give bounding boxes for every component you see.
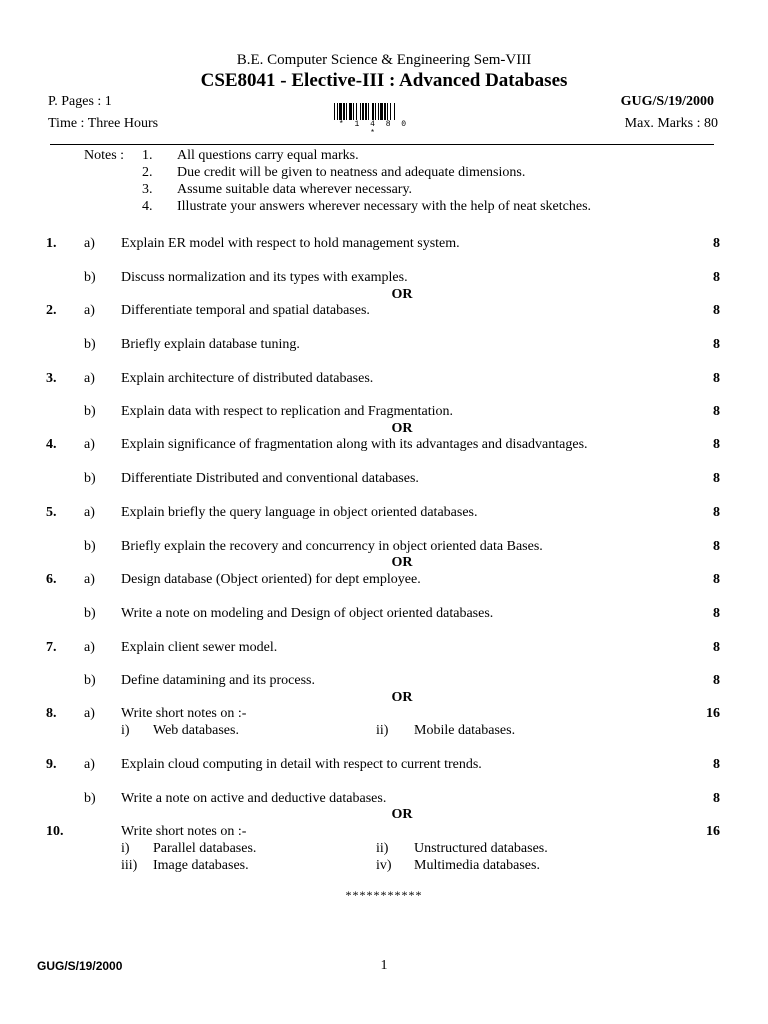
question-number: 10. (46, 824, 64, 839)
or-separator: OR (391, 690, 413, 705)
question-number: 2. (46, 303, 57, 318)
question-text: Explain data with respect to replication and Fragmentation. (121, 404, 454, 419)
sub-item-number: i) (121, 841, 130, 856)
question-marks: 8 (713, 471, 720, 486)
question-part: a) (84, 757, 95, 772)
barcode-bar (334, 103, 335, 120)
question-part: a) (84, 437, 95, 452)
question-marks: 8 (713, 437, 720, 452)
barcode-bar (353, 103, 354, 120)
max-marks: Max. Marks : 80 (624, 116, 718, 131)
question-text: Differentiate Distributed and conventional databases. (121, 471, 419, 486)
barcode-bar (390, 103, 391, 120)
sub-item-text: Multimedia databases. (414, 858, 540, 873)
question-marks: 8 (713, 236, 720, 251)
question-row (0, 437, 768, 455)
barcode-bar (375, 103, 376, 120)
question-marks: 8 (713, 270, 720, 285)
question-text: Write a note on modeling and Design of object oriented databases. (121, 606, 494, 621)
question-part: b) (84, 791, 96, 806)
barcode-bar (356, 103, 357, 120)
question-row (0, 640, 768, 658)
end-marker: *********** (345, 888, 423, 902)
notes-label: Notes : (84, 148, 125, 163)
question-number: 6. (46, 572, 57, 587)
question-text: Explain architecture of distributed databases. (121, 371, 374, 386)
sub-item-text: Web databases. (153, 723, 239, 738)
question-part: b) (84, 673, 96, 688)
header-divider (50, 144, 714, 145)
note-text: All questions carry equal marks. (177, 148, 359, 163)
page-number: 1 (380, 958, 388, 973)
paper-code: GUG/S/19/2000 (620, 94, 714, 109)
barcode-bar (360, 103, 361, 120)
question-marks: 8 (713, 371, 720, 386)
question-row (0, 824, 768, 842)
question-marks: 8 (713, 572, 720, 587)
question-marks: 8 (713, 505, 720, 520)
barcode-bar (365, 103, 367, 120)
sub-item-number: ii) (376, 723, 389, 738)
question-text: Discuss normalization and its types with examples. (121, 270, 408, 285)
question-row (0, 673, 768, 691)
question-marks: 8 (713, 757, 720, 772)
question-row (0, 236, 768, 254)
question-number: 8. (46, 706, 57, 721)
barcode-bar (380, 103, 383, 120)
footer-paper-code: GUG/S/19/2000 (37, 959, 123, 973)
question-marks: 8 (713, 337, 720, 352)
question-row (0, 706, 768, 724)
or-separator: OR (391, 287, 413, 302)
paper-title: CSE8041 - Elective-III : Advanced Databases (200, 70, 568, 91)
note-text: Assume suitable data wherever necessary. (177, 182, 413, 197)
question-text: Design database (Object oriented) for dept employee. (121, 572, 421, 587)
question-row (0, 606, 768, 624)
question-text: Differentiate temporal and spatial databases. (121, 303, 370, 318)
barcode-bar (349, 103, 352, 120)
sub-item-text: Mobile databases. (414, 723, 516, 738)
question-row (0, 572, 768, 590)
question-part: b) (84, 404, 96, 419)
question-text: Write short notes on :- (121, 824, 247, 839)
question-text: Write short notes on :- (121, 706, 247, 721)
question-marks: 8 (713, 791, 720, 806)
barcode-bar (372, 103, 374, 120)
question-marks: 8 (713, 404, 720, 419)
question-row (0, 505, 768, 523)
question-part: b) (84, 606, 96, 621)
question-text: Define datamining and its process. (121, 673, 316, 688)
question-number: 5. (46, 505, 57, 520)
question-part: a) (84, 505, 95, 520)
question-part: b) (84, 539, 96, 554)
barcode-bar (387, 103, 388, 120)
question-number: 1. (46, 236, 57, 251)
question-part: a) (84, 572, 95, 587)
barcode-number: * 1 4 8 0 * (338, 120, 410, 138)
question-marks: 8 (713, 640, 720, 655)
question-row (0, 471, 768, 489)
question-marks: 8 (713, 606, 720, 621)
question-row (0, 337, 768, 355)
note-number: 2. (142, 165, 153, 180)
question-text: Explain client sewer model. (121, 640, 278, 655)
question-marks: 8 (713, 673, 720, 688)
question-part: b) (84, 337, 96, 352)
question-part: a) (84, 706, 95, 721)
note-text: Illustrate your answers wherever necessary with the help of neat sketches. (177, 199, 592, 214)
page-count: P. Pages : 1 (48, 94, 112, 109)
question-row (0, 404, 768, 422)
question-marks: 8 (713, 303, 720, 318)
question-text: Explain significance of fragmentation along with its advantages and disadvantages. (121, 437, 588, 452)
barcode-bar (368, 103, 369, 120)
barcode (334, 103, 414, 120)
barcode-bar (337, 103, 338, 120)
sub-item-number: iv) (376, 858, 392, 873)
or-separator: OR (391, 555, 413, 570)
question-text: Write a note on active and deductive databases. (121, 791, 387, 806)
sub-item-text: Image databases. (153, 858, 249, 873)
sub-item-number: ii) (376, 841, 389, 856)
barcode-bar (384, 103, 386, 120)
sub-item-text: Parallel databases. (153, 841, 257, 856)
barcode-bar (339, 103, 342, 120)
note-number: 1. (142, 148, 153, 163)
course-line: B.E. Computer Science & Engineering Sem-VIII (236, 52, 532, 68)
question-number: 4. (46, 437, 57, 452)
barcode-bar (378, 103, 379, 120)
barcode-bar (346, 103, 347, 120)
question-marks: 16 (706, 824, 720, 839)
barcode-bar (394, 103, 395, 120)
note-number: 3. (142, 182, 153, 197)
question-part: b) (84, 471, 96, 486)
question-part: a) (84, 303, 95, 318)
question-text: Explain ER model with respect to hold management system. (121, 236, 460, 251)
note-text: Due credit will be given to neatness and adequate dimensions. (177, 165, 526, 180)
question-number: 9. (46, 757, 57, 772)
question-marks: 16 (706, 706, 720, 721)
question-part: a) (84, 640, 95, 655)
question-text: Briefly explain database tuning. (121, 337, 300, 352)
question-part: a) (84, 371, 95, 386)
question-text: Briefly explain the recovery and concurrency in object oriented data Bases. (121, 539, 543, 554)
question-row (0, 303, 768, 321)
question-row (0, 371, 768, 389)
barcode-bar (362, 103, 364, 120)
or-separator: OR (391, 807, 413, 822)
question-number: 3. (46, 371, 57, 386)
question-part: a) (84, 236, 95, 251)
sub-item-text: Unstructured databases. (414, 841, 548, 856)
exam-time: Time : Three Hours (48, 116, 159, 131)
sub-item-number: iii) (121, 858, 138, 873)
barcode-bar (343, 103, 345, 120)
sub-item-number: i) (121, 723, 130, 738)
question-number: 7. (46, 640, 57, 655)
or-separator: OR (391, 421, 413, 436)
question-row (0, 757, 768, 775)
question-text: Explain cloud computing in detail with respect to current trends. (121, 757, 482, 772)
question-marks: 8 (713, 539, 720, 554)
question-text: Explain briefly the query language in object oriented databases. (121, 505, 478, 520)
note-number: 4. (142, 199, 153, 214)
question-part: b) (84, 270, 96, 285)
question-row (0, 270, 768, 288)
